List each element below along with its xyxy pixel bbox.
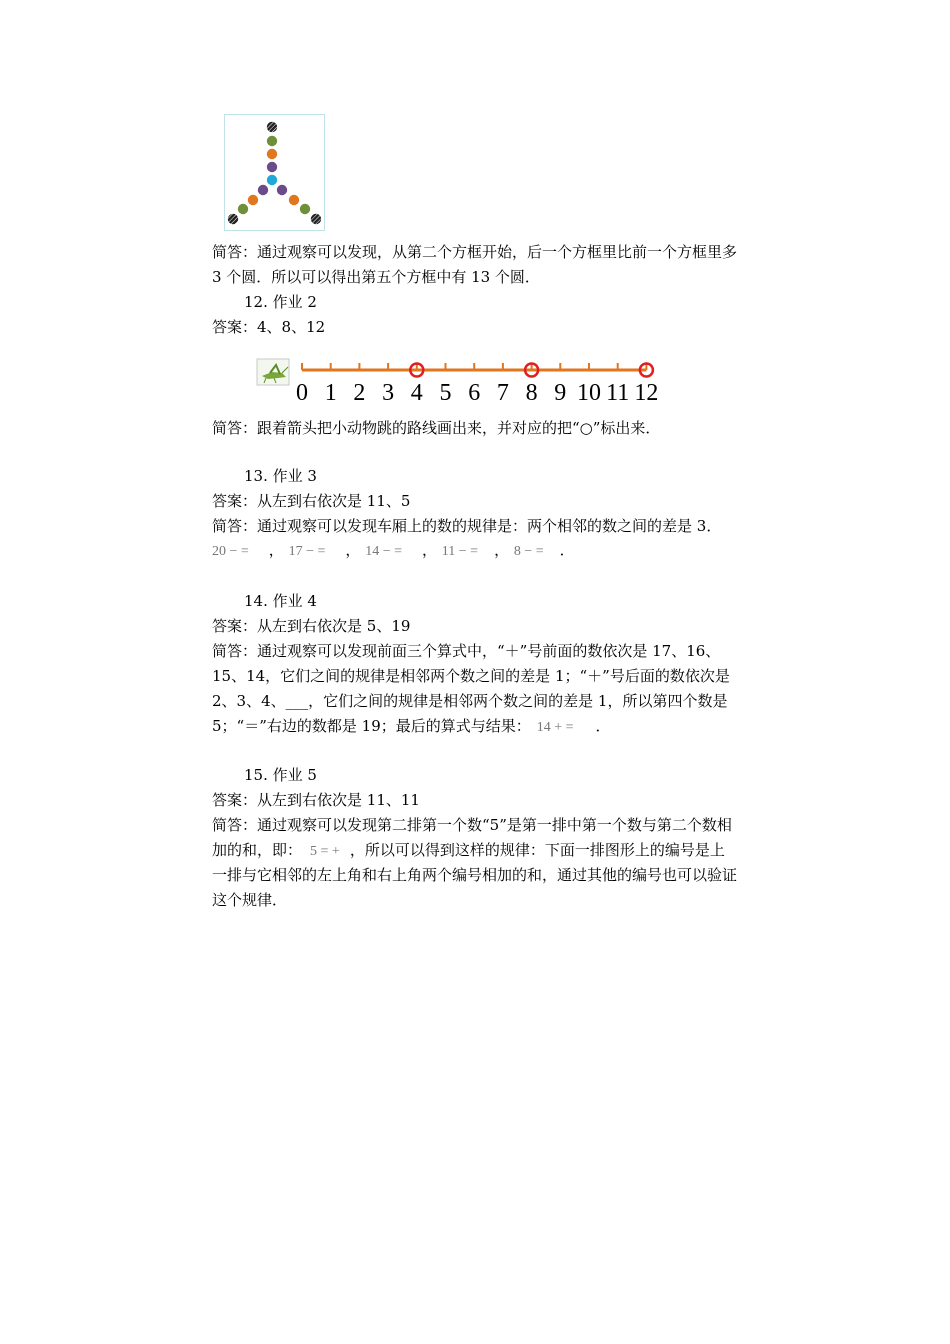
q13-formula-5: 8 − =	[513, 544, 544, 559]
number-line-label: 9	[554, 380, 567, 406]
pattern-circle	[267, 149, 277, 159]
pattern-circle	[267, 162, 277, 172]
q13-sep-3: ，	[421, 541, 437, 559]
q12-answer: 答案：4、8、12	[212, 318, 326, 336]
q11-note-line1: 简答：通过观察可以发现，从第二个方框开始，后一个方框里比前一个方框里多	[212, 243, 738, 261]
q15-note-line2a: 加的和，即：	[212, 841, 303, 859]
q14-note-line1: 简答：通过观察可以发现前面三个算式中，“＋”号前面的数依次是 17、16、	[212, 642, 721, 660]
number-line-label: 6	[468, 380, 481, 406]
q12-heading: 12. 作业 2	[244, 293, 317, 311]
q15-formula: 5 = +	[310, 844, 340, 859]
q14-answer: 答案：从左到右依次是 5、19	[212, 617, 411, 635]
q14-note-line3: 2、3、4、___，它们之间的规律是相邻两个数之间的差是 1，所以第四个数是	[212, 692, 728, 710]
q15-answer: 答案：从左到右依次是 11、11	[212, 791, 420, 809]
pattern-circle	[248, 195, 258, 205]
q13-formula-3: 14 − =	[365, 544, 402, 559]
pattern-circle	[289, 195, 299, 205]
pattern-circle	[311, 214, 321, 224]
q15-note-line3: 一排与它相邻的左上角和右上角两个编号相加的和，通过其他的编号也可以验证	[212, 866, 738, 884]
pattern-circle	[238, 204, 248, 214]
q13-formula-1: 20 − =	[212, 544, 249, 559]
q13-end: ．	[559, 541, 575, 559]
circle-pattern-svg	[225, 115, 324, 230]
q14-heading: 14. 作业 4	[244, 592, 317, 610]
circle-pattern-figure	[224, 114, 325, 231]
number-line-label: 4	[410, 380, 423, 406]
q14-note-line4-row	[212, 716, 611, 738]
number-line-label: 0	[296, 380, 308, 406]
pattern-circle	[228, 214, 238, 224]
number-line-label: 3	[382, 380, 395, 406]
q14-formula: 14 + =	[536, 720, 574, 735]
q13-sep-1: ，	[268, 541, 284, 559]
q13-note: 简答：通过观察可以发现车厢上的数的规律是：两个相邻的数之间的差是 3．	[212, 517, 722, 535]
q13-formula-4: 11 − =	[441, 544, 479, 559]
number-line-axis	[256, 356, 676, 382]
number-line-label: 1	[324, 380, 337, 406]
pattern-circle	[277, 185, 287, 195]
q15-heading: 15. 作业 5	[244, 766, 317, 784]
q15-note-line4: 这个规律．	[212, 891, 288, 909]
q15-note-line2-row	[212, 840, 725, 862]
q13-sep-4: ，	[494, 541, 510, 559]
pattern-circle	[267, 122, 277, 132]
pattern-circle	[267, 136, 277, 146]
number-line-label: 12	[634, 380, 659, 406]
pattern-circle	[267, 175, 277, 185]
pattern-circle	[258, 185, 268, 195]
q13-heading: 13. 作业 3	[244, 467, 317, 485]
q13-answer: 答案：从左到右依次是 11、5	[212, 492, 411, 510]
number-line-label: 7	[496, 380, 509, 406]
q11-note-line2: 3 个圆．所以可以得出第五个方框中有 13 个圆．	[212, 268, 540, 286]
number-line-label: 5	[439, 380, 452, 406]
q14-end: ．	[595, 717, 611, 735]
number-line-label: 11	[606, 380, 630, 406]
q13-sep-2: ，	[345, 541, 361, 559]
number-line-label: 8	[525, 380, 538, 406]
number-line	[256, 356, 676, 410]
q13-formula-row	[212, 540, 575, 562]
number-line-label: 2	[353, 380, 366, 406]
q15-note-line2b: ，所以可以得到这样的规律：下面一排图形上的编号是上	[349, 841, 725, 859]
q14-note-line2: 15、14，它们之间的规律是相邻两个数之间的差是 1；“＋”号后面的数依次是	[212, 667, 730, 685]
number-line-label: 10	[577, 380, 601, 406]
q15-note-line1: 简答：通过观察可以发现第二排第一个数“5”是第一排中第一个数与第二个数相	[212, 816, 732, 834]
q12-note: 简答：跟着箭头把小动物跳的路线画出来，并对应的把“○”标出来．	[212, 419, 661, 437]
pattern-circle	[300, 204, 310, 214]
q13-formula-2: 17 − =	[288, 544, 326, 559]
q14-note-line4: 5；“＝”右边的数都是 19；最后的算式与结果：	[212, 717, 531, 735]
